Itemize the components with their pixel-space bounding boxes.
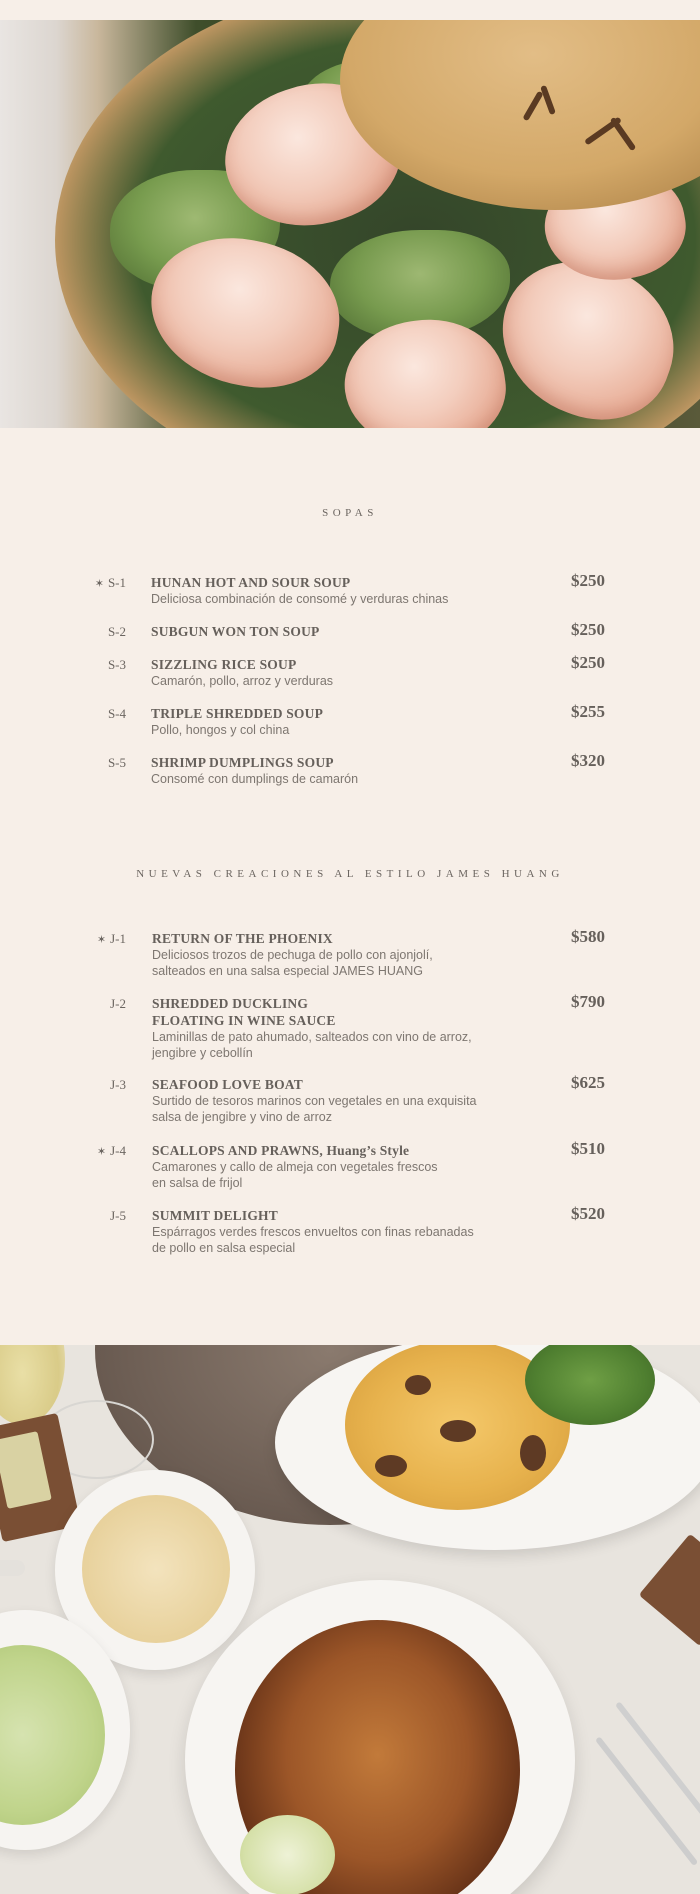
item-desc: Consomé con dumplings de camarón xyxy=(151,772,359,786)
item-price: $320 xyxy=(571,751,605,770)
item-name: SHREDDED DUCKLING xyxy=(152,996,309,1011)
item-name: SHRIMP DUMPLINGS SOUP xyxy=(151,755,334,770)
star-icon: ✶ xyxy=(96,1146,107,1158)
item-desc: Deliciosos trozos de pechuga de pollo con ajonjolí, xyxy=(152,948,433,962)
item-code: J-5 xyxy=(110,1208,126,1223)
fork xyxy=(615,1701,700,1823)
item-name: SEAFOOD LOVE BOAT xyxy=(152,1077,303,1092)
item-name: SUBGUN WON TON SOUP xyxy=(151,624,320,639)
item-name: SIZZLING RICE SOUP xyxy=(151,657,297,672)
item-desc: en salsa de frijol xyxy=(152,1176,243,1190)
item-price: $250 xyxy=(571,653,605,672)
item-code: S-2 xyxy=(107,624,126,639)
pecan xyxy=(520,1435,546,1471)
item-name: RETURN OF THE PHOENIX xyxy=(152,931,333,946)
item-desc: Laminillas de pato ahumado, salteados con vino de arroz, xyxy=(152,1030,472,1044)
item-desc: Espárragos verdes frescos envueltos con finas rebanadas xyxy=(152,1225,474,1239)
item-name: TRIPLE SHREDDED SOUP xyxy=(151,706,324,721)
item-name: HUNAN HOT AND SOUR SOUP xyxy=(151,575,351,590)
pecan xyxy=(375,1455,407,1477)
item-name-line2: FLOATING IN WINE SAUCE xyxy=(152,1013,336,1028)
item-desc: Pollo, hongos y col china xyxy=(151,723,290,737)
item-code: ✶ J-4 xyxy=(96,1143,126,1158)
item-code: S-3 xyxy=(107,657,126,672)
spoon xyxy=(0,1560,25,1576)
item-desc: jengibre y cebollín xyxy=(152,1046,253,1060)
item-desc: salsa de jengibre y vino de arroz xyxy=(152,1110,332,1124)
item-code: J-3 xyxy=(110,1077,126,1092)
item-price: $790 xyxy=(571,992,605,1011)
item-desc: de pollo en salsa especial xyxy=(152,1241,296,1255)
star-icon: ✶ xyxy=(96,934,107,946)
garnish xyxy=(240,1815,335,1894)
hero-photo-dishes xyxy=(0,1345,700,1894)
item-price: $510 xyxy=(571,1139,605,1158)
noodles xyxy=(82,1495,230,1643)
top-spacer xyxy=(0,0,700,20)
item-price: $520 xyxy=(571,1204,605,1223)
item-price: $580 xyxy=(571,927,605,946)
item-desc: salteados en una salsa especial JAMES HUANG xyxy=(152,964,423,978)
fork xyxy=(595,1736,698,1866)
item-price: $250 xyxy=(571,620,605,639)
wooden-board xyxy=(639,1534,700,1647)
item-code: S-4 xyxy=(107,706,126,721)
item-code: J-2 xyxy=(110,996,126,1011)
section-title-sopas: SOPAS xyxy=(322,507,378,519)
item-price: $625 xyxy=(571,1073,605,1092)
pecan xyxy=(405,1375,431,1395)
pecan xyxy=(440,1420,476,1442)
hero-photo-dumplings xyxy=(0,20,700,428)
item-code: S-5 xyxy=(107,755,126,770)
item-price: $250 xyxy=(571,571,605,590)
item-code: ✶ S-1 xyxy=(94,575,126,590)
item-name: SUMMIT DELIGHT xyxy=(152,1208,278,1223)
star-icon: ✶ xyxy=(94,578,104,590)
item-desc: Surtido de tesoros marinos con vegetales en una exquisita xyxy=(152,1094,477,1108)
item-desc: Camarones y callo de almeja con vegetales frescos xyxy=(152,1160,438,1174)
menu-content xyxy=(0,428,700,1345)
item-desc: Camarón, pollo, arroz y verduras xyxy=(151,674,334,688)
item-code: ✶ J-1 xyxy=(96,931,126,946)
section-title-nuevas-creaciones: NUEVAS CREACIONES AL ESTILO JAMES HUANG xyxy=(136,868,564,880)
item-name: SCALLOPS AND PRAWNS, Huang’s Style xyxy=(152,1143,410,1158)
item-desc: Deliciosa combinación de consomé y verduras chinas xyxy=(151,592,449,606)
item-price: $255 xyxy=(571,702,605,721)
